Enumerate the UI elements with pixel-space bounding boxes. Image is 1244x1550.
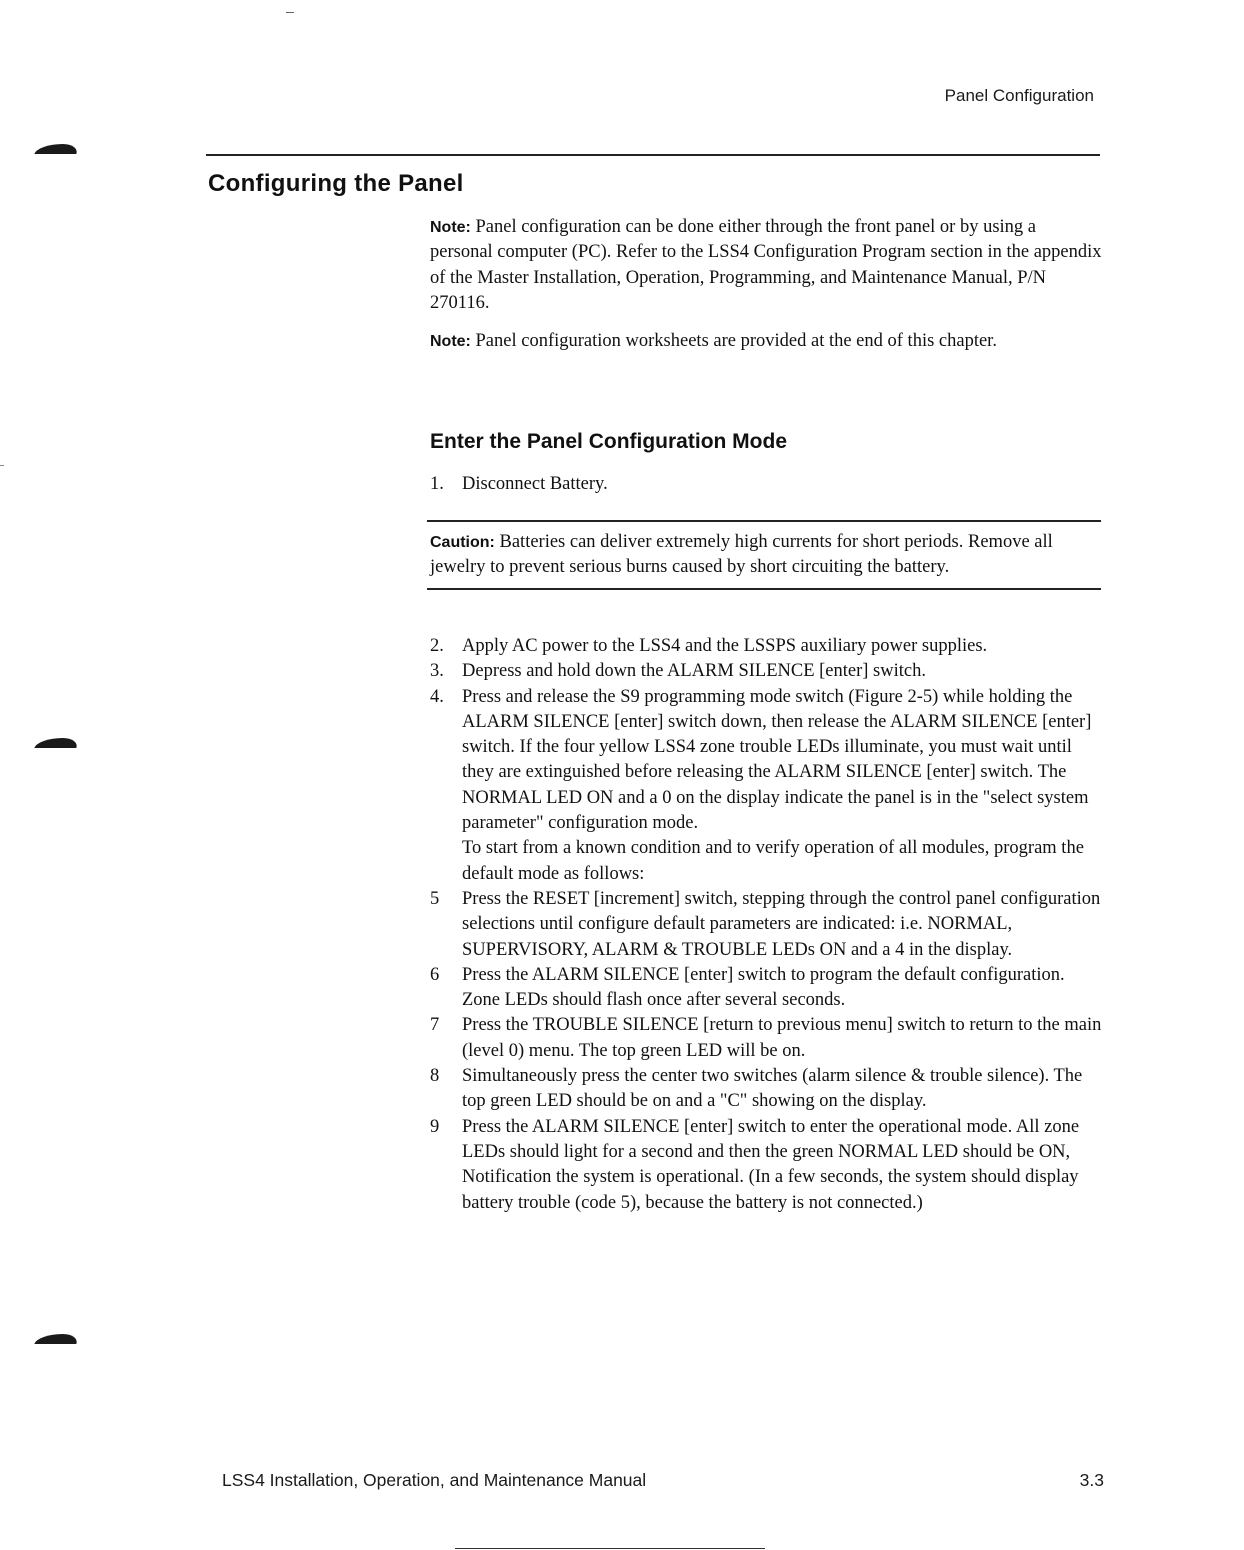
step-number: 7 <box>430 1015 440 1036</box>
note-label: Note: <box>430 333 471 350</box>
step-number: 5 <box>430 888 440 909</box>
note-1 <box>430 215 1102 316</box>
list-item <box>430 963 1102 1014</box>
list-item <box>430 685 1102 887</box>
section-title: Configuring the Panel <box>208 170 464 197</box>
step-text: Press the RESET [increment] switch, stepping through the control panel configuration selections until configure default parameters are indicated: i.e. NORMAL, SUPERVISORY, ALARM & TROUBLE LEDs ON and a 4 in the display. <box>462 888 1101 960</box>
page-number: 3.3 <box>1079 1470 1104 1490</box>
step-number: 6 <box>430 964 440 985</box>
list-item <box>430 472 1102 497</box>
step-number: 1. <box>430 474 444 494</box>
running-header: Panel Configuration <box>944 86 1094 105</box>
header-rule <box>206 154 1100 156</box>
step-text: Depress and hold down the ALARM SILENCE [enter] switch. <box>462 661 926 682</box>
note-2 <box>430 329 1102 354</box>
scan-artifact <box>0 465 4 466</box>
list-item <box>430 1013 1102 1064</box>
note-text: Panel configuration worksheets are provided at the end of this chapter. <box>470 331 997 351</box>
step-number: 4. <box>430 686 444 707</box>
step-text-block <box>462 685 1102 887</box>
note-label: Note: <box>430 219 471 236</box>
footer-manual-title: LSS4 Installation, Operation, and Maintenance Manual <box>222 1470 647 1490</box>
binder-mark <box>34 1334 79 1344</box>
list-item <box>430 659 1102 684</box>
caution-box <box>427 520 1101 590</box>
step-extra-text: To start from a known condition and to verify operation of all modules, program the default mode as follows: <box>462 838 1084 884</box>
step-text: Apply AC power to the LSS4 and the LSSPS auxiliary power supplies. <box>462 636 988 656</box>
list-item <box>430 887 1102 963</box>
subsection-title: Enter the Panel Configuration Mode <box>430 430 788 453</box>
list-item <box>430 1115 1102 1216</box>
footer-rule <box>455 1548 765 1549</box>
step-number: 8 <box>430 1066 440 1087</box>
caution-label: Caution: <box>430 534 495 551</box>
step-text: Press the TROUBLE SILENCE [return to previous menu] switch to return to the main (level 0) menu. The top green LED will be on. <box>462 1015 1102 1061</box>
step-text: Disconnect Battery. <box>462 474 608 494</box>
step-number: 3. <box>430 661 444 682</box>
step-text: Simultaneously press the center two switches (alarm silence & trouble silence). The top green LED should be on and a "C" showing on the display. <box>462 1066 1083 1112</box>
step-list-start <box>430 472 1102 497</box>
step-text: Press the ALARM SILENCE [enter] switch to program the default configuration. Zone LEDs should flash once after several seconds. <box>462 964 1065 1011</box>
binder-mark <box>34 144 79 154</box>
list-item <box>430 634 1102 659</box>
scan-artifact <box>286 12 294 13</box>
note-text: Panel configuration can be done either through the front panel or by using a personal computer (PC). Refer to the LSS4 Configuration Program section in the appendix of the Master Installation, Operation, Programming, and Maintenance Manual, P/N 270116. <box>430 217 1102 313</box>
binder-mark <box>34 738 79 748</box>
step-number: 2. <box>430 636 444 656</box>
step-text: Press and release the S9 programming mode switch (Figure 2-5) while holding the ALARM SILENCE [enter] switch down, then release the ALARM SILENCE [enter] switch. If the four yellow LSS4 zone trouble LEDs illuminate, you must wait until they are extinguished before releasing the ALARM SILENCE [enter] switch. The NORMAL LED ON and a 0 on the display indicate the panel is in the "select system parameter" configuration mode. <box>462 686 1092 834</box>
list-item <box>430 1064 1102 1115</box>
step-list <box>430 634 1102 1216</box>
step-number: 9 <box>430 1116 440 1137</box>
caution-text: Batteries can deliver extremely high currents for short periods. Remove all jewelry to prevent serious burns caused by short circuiting the battery. <box>430 532 1053 578</box>
step-text: Press the ALARM SILENCE [enter] switch to enter the operational mode. All zone LEDs should light for a second and then the green NORMAL LED should be ON, Notification the system is operational. (In a few seconds, the system should display battery trouble (code 5), because the battery is not connected.) <box>462 1116 1080 1213</box>
